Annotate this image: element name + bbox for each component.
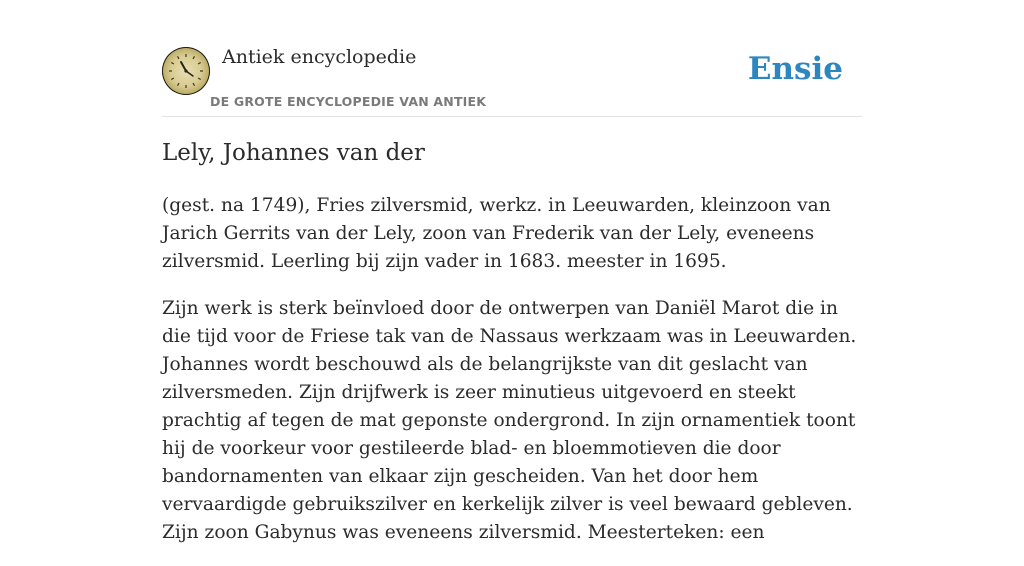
site-header (162, 0, 862, 117)
clock-face-graphic (162, 47, 210, 95)
article-body (162, 192, 862, 566)
ensie-brand-link[interactable]: Ensie (747, 51, 843, 87)
article-title: Lely, Johannes van der (162, 140, 425, 166)
article-paragraph: (gest. na 1749), Fries zilversmid, werkz. in Leeuwarden, kleinzoon van Jarich Gerrits van der Lely, zoon van Frederik van der Lely, eveneens zilversmid. Leerling bij zijn vader in 1683. meester in 1695. (162, 195, 831, 272)
article-paragraph: Zijn werk is sterk beïnvloed door de ontwerpen van Daniël Marot die in die tijd voor de Friese tak van de Nassaus werkzaam was in Leeuwarden. Johannes wordt beschouwd als de belangrijkste van dit geslacht van zilversmeden. Zijn drijfwerk is zeer minutieus uitgevoerd en steekt prachtig af tegen de mat geponste ondergrond. In zijn ornamentiek toont hij de voorkeur voor gestileerde blad- en bloemmotieven die door bandornamenten van elkaar zijn gescheiden. Van het door hem vervaardigde gebruikszilver en kerkelijk zilver is veel bewaard gebleven. Zijn zoon Gabynus was eveneens zilversmid. Meesterteken: een (162, 298, 857, 543)
clock-icon[interactable] (162, 47, 210, 95)
page (162, 0, 862, 543)
site-tagline: DE GROTE ENCYCLOPEDIE VAN ANTIEK (210, 94, 487, 109)
site-name[interactable]: Antiek encyclopedie (222, 46, 417, 68)
